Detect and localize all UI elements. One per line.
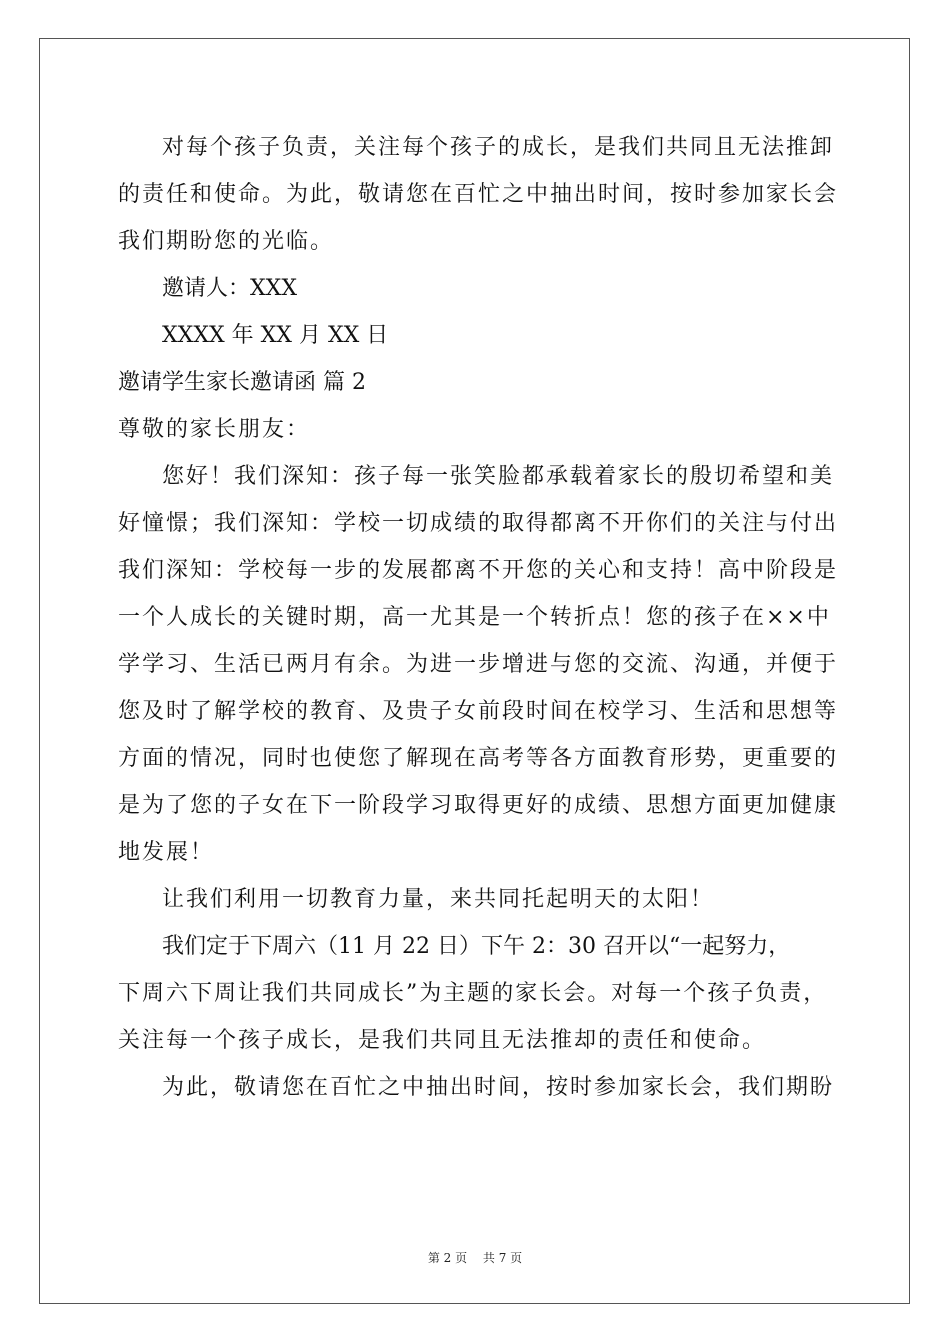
page-number-current: 第 2 页 bbox=[427, 1251, 468, 1265]
paragraph-line: 一个人成长的关键时期，高一尤其是一个转折点！您的孩子在××中 bbox=[118, 605, 831, 630]
paragraph-line: 好憧憬；我们深知：学校一切成绩的取得都离不开你们的关注与付出 bbox=[118, 511, 838, 536]
paragraph-line: 让我们利用一切教育力量，来共同托起明天的太阳！ bbox=[162, 887, 715, 912]
paragraph-line: 关注每一个孩子成长，是我们共同且无法推却的责任和使命。 bbox=[118, 1028, 767, 1053]
page-footer bbox=[0, 1249, 950, 1266]
paragraph-line: 方面的情况，同时也使您了解现在高考等各方面教育形势，更重要的 bbox=[118, 746, 838, 771]
paragraph-line: 我们深知：学校每一步的发展都离不开您的关心和支持！高中阶段是 bbox=[118, 558, 838, 583]
paragraph-line: 您及时了解学校的教育、及贵子女前段时间在校学习、生活和思想等 bbox=[118, 699, 838, 724]
paragraph-line: 为此，敬请您在百忙之中抽出时间，按时参加家长会，我们期盼 bbox=[162, 1075, 835, 1100]
paragraph-line: 我们定于下周六（11 月 22 日）下午 2：30 召开以“一起努力， bbox=[162, 934, 791, 959]
inviter-line: 邀请人：XXX bbox=[162, 276, 297, 301]
paragraph-line: 下周六下周让我们共同成长”为主题的家长会。对每一个孩子负责， bbox=[118, 981, 828, 1006]
paragraph-line: 是为了您的子女在下一阶段学习取得更好的成绩、思想方面更加健康 bbox=[118, 793, 838, 818]
paragraph-line: 地发展！ bbox=[118, 840, 215, 865]
page-number-total: 共 7 页 bbox=[482, 1251, 523, 1265]
paragraph-line: 我们期盼您的光临。 bbox=[118, 229, 335, 254]
paragraph-line: 您好！我们深知：孩子每一张笑脸都承载着家长的殷切希望和美 bbox=[162, 464, 835, 489]
salutation: 尊敬的家长朋友： bbox=[118, 417, 311, 442]
document-body bbox=[118, 124, 838, 1111]
section-heading: 邀请学生家长邀请函 篇 2 bbox=[118, 370, 366, 395]
paragraph-line: 对每个孩子负责，关注每个孩子的成长，是我们共同且无法推卸 bbox=[162, 135, 835, 160]
date-line: XXXX 年 XX 月 XX 日 bbox=[162, 323, 389, 348]
paragraph-line: 的责任和使命。为此，敬请您在百忙之中抽出时间，按时参加家长会 bbox=[118, 182, 838, 207]
paragraph-line: 学学习、生活已两月有余。为进一步增进与您的交流、沟通，并便于 bbox=[118, 652, 838, 677]
